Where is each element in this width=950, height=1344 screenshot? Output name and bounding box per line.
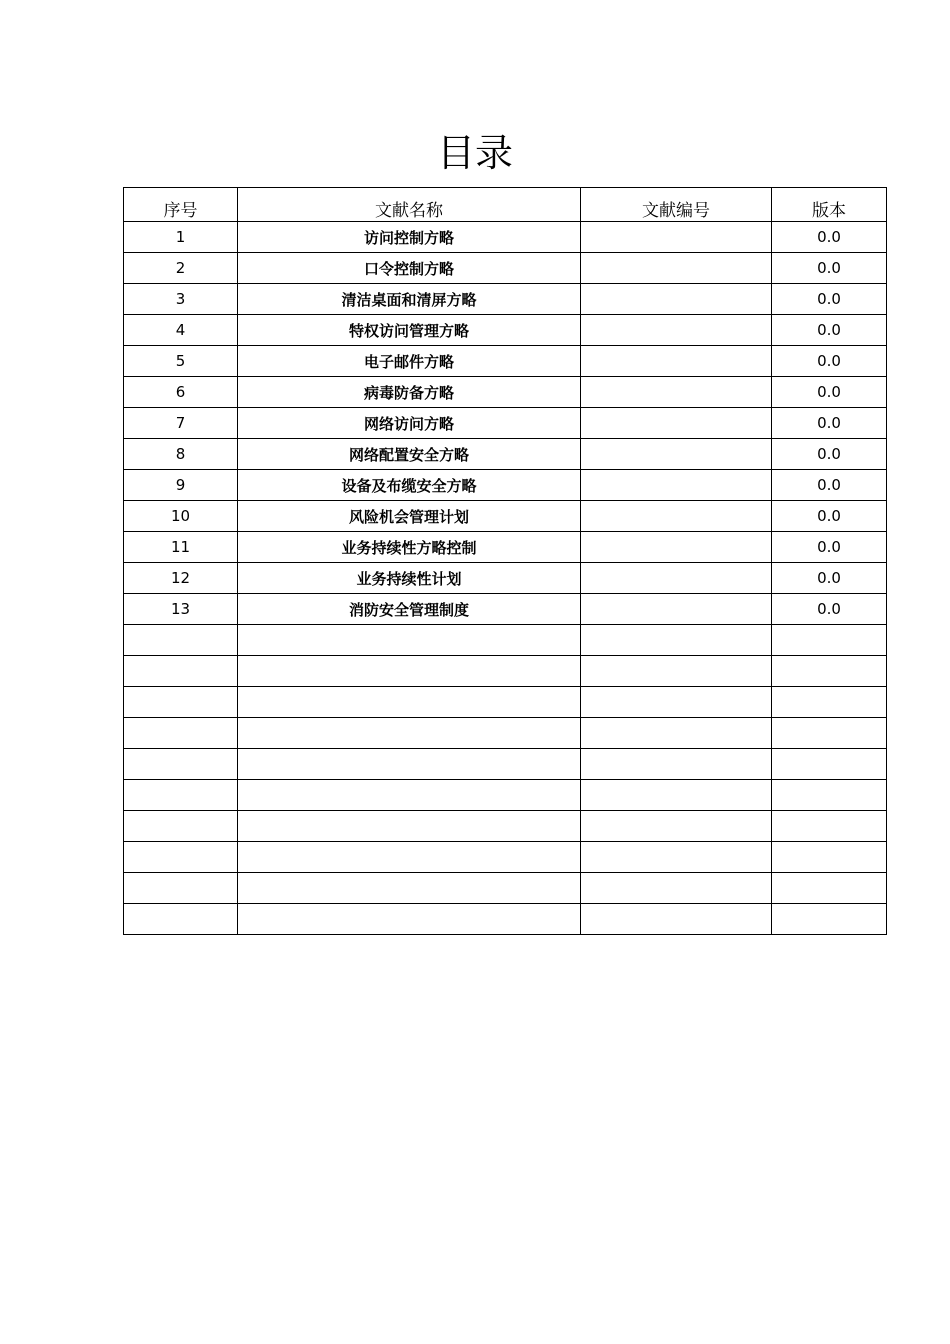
row-document-code — [581, 842, 772, 873]
row-number: 8 — [124, 439, 238, 470]
table-row — [124, 625, 887, 656]
row-document-code — [581, 222, 772, 253]
row-document-name: 访问控制方略 — [238, 222, 581, 253]
row-version: 0.0 — [772, 532, 887, 563]
row-number: 4 — [124, 315, 238, 346]
row-number — [124, 687, 238, 718]
row-version: 0.0 — [772, 470, 887, 501]
row-document-code — [581, 718, 772, 749]
row-document-code — [581, 873, 772, 904]
row-number — [124, 780, 238, 811]
table-row — [124, 656, 887, 687]
table-row — [124, 501, 887, 532]
row-number: 1 — [124, 222, 238, 253]
row-document-code — [581, 687, 772, 718]
row-document-code — [581, 470, 772, 501]
table-row — [124, 470, 887, 501]
row-version — [772, 904, 887, 935]
row-document-code — [581, 625, 772, 656]
table-row — [124, 873, 887, 904]
table-row — [124, 718, 887, 749]
table-row — [124, 811, 887, 842]
row-version — [772, 873, 887, 904]
row-document-name — [238, 625, 581, 656]
row-version: 0.0 — [772, 315, 887, 346]
row-version — [772, 687, 887, 718]
table-row — [124, 222, 887, 253]
row-document-name: 电子邮件方略 — [238, 346, 581, 377]
row-document-name — [238, 780, 581, 811]
table-row — [124, 780, 887, 811]
header-number: 序号 — [124, 188, 238, 222]
row-document-code — [581, 749, 772, 780]
row-number: 2 — [124, 253, 238, 284]
row-document-name: 设备及布缆安全方略 — [238, 470, 581, 501]
row-number: 11 — [124, 532, 238, 563]
table-body — [124, 222, 887, 935]
row-document-name: 清洁桌面和清屏方略 — [238, 284, 581, 315]
row-version — [772, 749, 887, 780]
row-document-name — [238, 842, 581, 873]
row-version: 0.0 — [772, 563, 887, 594]
row-version: 0.0 — [772, 284, 887, 315]
row-document-code — [581, 408, 772, 439]
row-document-name: 消防安全管理制度 — [238, 594, 581, 625]
row-number — [124, 718, 238, 749]
row-version — [772, 718, 887, 749]
row-document-code — [581, 284, 772, 315]
row-version: 0.0 — [772, 408, 887, 439]
row-document-name — [238, 656, 581, 687]
row-version — [772, 811, 887, 842]
row-document-name: 业务持续性方略控制 — [238, 532, 581, 563]
row-document-name — [238, 749, 581, 780]
row-version: 0.0 — [772, 594, 887, 625]
table-row — [124, 749, 887, 780]
row-document-name: 业务持续性计划 — [238, 563, 581, 594]
row-version — [772, 625, 887, 656]
row-document-name: 风险机会管理计划 — [238, 501, 581, 532]
row-document-code — [581, 656, 772, 687]
row-document-name: 病毒防备方略 — [238, 377, 581, 408]
table-row — [124, 532, 887, 563]
row-document-name — [238, 904, 581, 935]
row-document-code — [581, 780, 772, 811]
row-document-name — [238, 811, 581, 842]
row-number: 10 — [124, 501, 238, 532]
row-number: 9 — [124, 470, 238, 501]
row-number — [124, 904, 238, 935]
row-document-code — [581, 377, 772, 408]
toc-table — [123, 187, 887, 935]
row-version: 0.0 — [772, 222, 887, 253]
row-number — [124, 842, 238, 873]
row-number: 3 — [124, 284, 238, 315]
header-document-code: 文献编号 — [581, 188, 772, 222]
row-number: 12 — [124, 563, 238, 594]
row-document-code — [581, 501, 772, 532]
row-number — [124, 656, 238, 687]
row-document-code — [581, 594, 772, 625]
table-row — [124, 315, 887, 346]
row-document-code — [581, 904, 772, 935]
row-document-name: 口令控制方略 — [238, 253, 581, 284]
row-number — [124, 811, 238, 842]
header-document-name: 文献名称 — [238, 188, 581, 222]
table-row — [124, 377, 887, 408]
row-document-code — [581, 253, 772, 284]
row-number — [124, 625, 238, 656]
row-document-name — [238, 873, 581, 904]
table-row — [124, 563, 887, 594]
row-version — [772, 842, 887, 873]
table-row — [124, 284, 887, 315]
table-row — [124, 253, 887, 284]
row-version: 0.0 — [772, 501, 887, 532]
row-document-code — [581, 439, 772, 470]
row-version — [772, 780, 887, 811]
row-document-name: 网络访问方略 — [238, 408, 581, 439]
row-number: 7 — [124, 408, 238, 439]
row-number — [124, 873, 238, 904]
row-document-code — [581, 563, 772, 594]
row-document-code — [581, 315, 772, 346]
row-number: 13 — [124, 594, 238, 625]
row-version: 0.0 — [772, 377, 887, 408]
row-document-code — [581, 346, 772, 377]
row-document-code — [581, 811, 772, 842]
table-row — [124, 904, 887, 935]
table-row — [124, 346, 887, 377]
table-row — [124, 594, 887, 625]
table-header-row — [124, 188, 887, 222]
row-document-code — [581, 532, 772, 563]
row-number: 6 — [124, 377, 238, 408]
table-row — [124, 687, 887, 718]
row-document-name — [238, 718, 581, 749]
header-version: 版本 — [772, 188, 887, 222]
row-version: 0.0 — [772, 253, 887, 284]
table-row — [124, 439, 887, 470]
row-number — [124, 749, 238, 780]
row-document-name: 网络配置安全方略 — [238, 439, 581, 470]
row-version: 0.0 — [772, 346, 887, 377]
row-number: 5 — [124, 346, 238, 377]
row-document-name: 特权访问管理方略 — [238, 315, 581, 346]
table-row — [124, 842, 887, 873]
table-row — [124, 408, 887, 439]
page-title: 目录 — [436, 131, 513, 175]
row-version: 0.0 — [772, 439, 887, 470]
row-document-name — [238, 687, 581, 718]
row-version — [772, 656, 887, 687]
